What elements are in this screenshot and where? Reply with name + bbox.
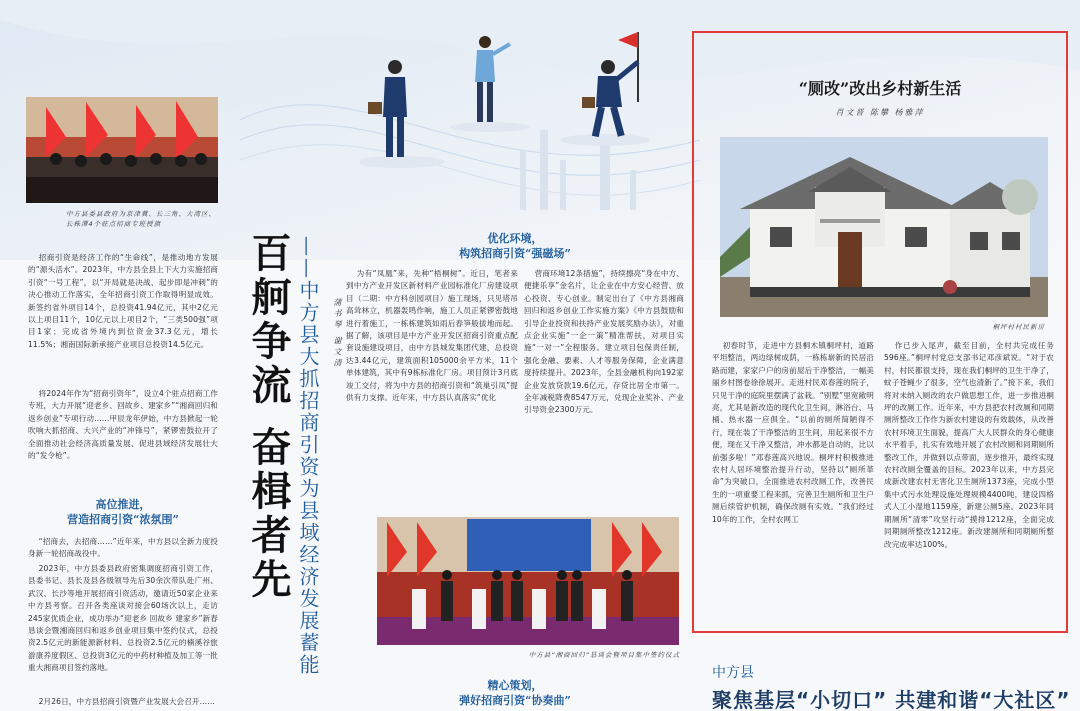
left-paragraph-1: 招商引资是经济工作的“生命线”，是推动地方发展的“源头活水”。2023年，中方县全县上下大力实施招商引资“一号工程”，以“开局就是决战、起步即是冲刺”的决心推动工作落实，全年招商引资工作取得明显成效。新签约省外项目14个，总投资41.94亿元，其中2亿元以上项目11个，10亿元以上项目2个，“三类500强”项目1家；完成省外境内到位资金37.3亿元，增长11.5%；湘南国际新承接产业项目总投资14.5亿元。 (28, 253, 218, 349)
left-paragraph-3: “招商去，去招商……”近年来，中方县以全新力度投身新一轮招商战役中。 (28, 537, 218, 559)
middle-photo-caption: 中方县“湘商回归”恳谈会暨项目集中签约仪式 (528, 651, 680, 659)
left-paragraph-4: 2023年，中方县委县政府密集调度招商引资工作，县委书记、县长及县各级领导先后30余次带队赴广州、武汉、长沙等地开展招商引资活动，邀请近50家企业来中方县考察。召开各类座谈对接会60场次以上，走访245家优质企业，成功举办“迎老乡 回故乡 建家乡”新春恳谈会暨湘商回归和返乡创业项目集中签约仪式，总投资2.5亿元的新能源新材料、总投资2.5亿元的楠溪谷旅游康养度假区、总投资3亿元的中药材种植及加工等一批重大湘商项目签约落地。 (28, 564, 218, 673)
article-authors: 肖文晋 陈攀 杨雅萍 (835, 108, 925, 117)
middle-column-b: 营商环境12条措施”，持续擦亮“身在中方、便捷乐享”金名片，让企业在中方安心经营、放心投资、专心创业。制定出台了《中方县湘商回归和返乡创业工作实施方案》《中方县鼓励和引导企业投资和扶持产业发展奖励办法》，对重点企业实施“一企一策”精准帮扶，对项目实施“一对一”全程服务。建立项目包保责任制，强化金融、要素、人才等服务保障，企业满意度持续提升。2023年，全县金融机构向192家企业发放贷款19.6亿元，存贷比居全市第一。全年减税降费8547万元，兑现企业奖补、产业引导资金2300万元。 (524, 269, 684, 415)
article-photo-caption: 桐坪村村民新房 (992, 323, 1045, 331)
left-paragraph-5: 2月26日，中方县招商引资暨产业发展大会召开…… (38, 697, 215, 706)
headline-subtitle: ——中方县大抓招商引资为县域经济发展蓄能 (296, 236, 320, 676)
middle-column-a: 为有“凤凰”来，先种“梧桐树”。近日，笔者来到中方产业开发区新材料产业园标准化厂房建设项目（二期：中方科创园项目）施工现场，只见塔吊高耸林立，机器轰鸣作响，施工人员正紧锣密鼓地进行着施工，一栋栋建筑如雨后春笋般拔地而起。据了解，该项目是中方产业开发区招商引资重点配套设施建设项目，由中方县城发集团代建，总投资达3.44亿元，建筑面积105000余平方米，11个单体建筑，其中有9栋标准化厂房。项目预计3月底竣工交付，将为中方县的招商引资和“筑巢引凤”提供有力支撑。近年来，中方县认真落实“优化 (346, 269, 518, 403)
headline-authors: 蒲书琴 谢文清 (333, 298, 342, 370)
investment-team-flag-photo (26, 97, 218, 203)
left-section-heading: 高位推进， 营造招商引资“浓氛围” (67, 498, 179, 526)
main-headline: 百舸争流 奋楫者先 (245, 232, 291, 602)
village-house-photo (720, 137, 1048, 317)
middle-section-heading-1: 优化环境， 构筑招商引资“强磁场” (459, 232, 571, 260)
left-paragraph-2: 将2024年作为“招商引资年”，设立4个驻点招商工作专班，大力开展“迎老乡、回故乡、建家乡”“湘商回归和返乡创业”专项行动……甲辰龙年伊始，中方县掀起一轮吹响大抓招商、大兴产业的“冲锋号”，紧锣密鼓拉开了全面推动社会经济高质量发展、促进县域经济发展壮大的“发令枪”。 (28, 389, 218, 461)
middle-section-heading-2: 精心策划， 弹好招商引资“协奏曲” (459, 679, 571, 707)
article-column-a: 初春时节，走进中方县桐木镇桐坪村，道路平坦整洁，两边绿树成荫，一栋栋崭新的民居沿路而建，家家户户的房前屋后干净整洁，一幅美丽乡村图卷徐徐展开。走进村民邓春莲的院子，只见干净的庭院里摆满了盆栽。“别墅”里宽敞明亮，尤其是新改造的现代化卫生间，淋浴台、马桶、热水器一应俱全。“以前的厕所简陋得不行，现在装了干净整洁的卫生间，用起来很不方便，现在又干净又整洁，冲水都是自动的，比以前强多啦！”邓春莲高兴地说。桐坪村积极推进农村人居环境整治提升行动，坚持以“厕所革命”为突破口，全面推进农村改厕工作，改善民生的一项重要工程来抓，完善卫生厕所和卫生户厕后续管护机制，确保改厕有实效。“我们经过10年的工作，全村农网工 (712, 341, 874, 524)
footer-headline: 聚焦基层“小切口” 共建和谐“大社区” (712, 688, 1071, 711)
business-illustration (360, 22, 660, 177)
signing-ceremony-photo (377, 517, 679, 645)
article-title: “厕改”改出乡村新生活 (798, 79, 962, 98)
left-photo-caption: 中方县委县政府为京津冀、长三角、大湾区、长株潭4个驻点招商专班授旗 (66, 210, 216, 228)
article-column-b: 作已步入尾声，截至目前，全村共完成任务596座。”桐坪村党总支部书记邓彦斌说。“对于农村，村民都很支持，现在我们桐坪的卫生干净了，蚊子苍蝇少了很多，空气也清新了。”接下来，我们将对未纳入厕改的农户做思想工作，进一步推进桐坪的改厕工作。近年来，中方县把农村改厕和同期厕所整改工作作为新农村建设的有效载体，从改善农村环境卫生面貌，提高广大人民群众的身心健康水平着手，扎实有效地开展了农村改厕和同期厕所整改工作，并做到以点带面，逐步推开，最终实现农村改厕全覆盖的目标。2023年以来，中方县完成新改建农村无害化卫生厕所1373座，完成小型集中式污水处理设施处理规模4400吨，建设四格式人工小湿地1159座，新建公厕5座。2023年同期厕所“清零”攻坚行动“摸排1212座，全面完成同期厕所整改1212座。新改建厕所和同期厕所整改完成率达100%。 (884, 341, 1054, 549)
footer-county-label: 中方县 (712, 665, 754, 681)
